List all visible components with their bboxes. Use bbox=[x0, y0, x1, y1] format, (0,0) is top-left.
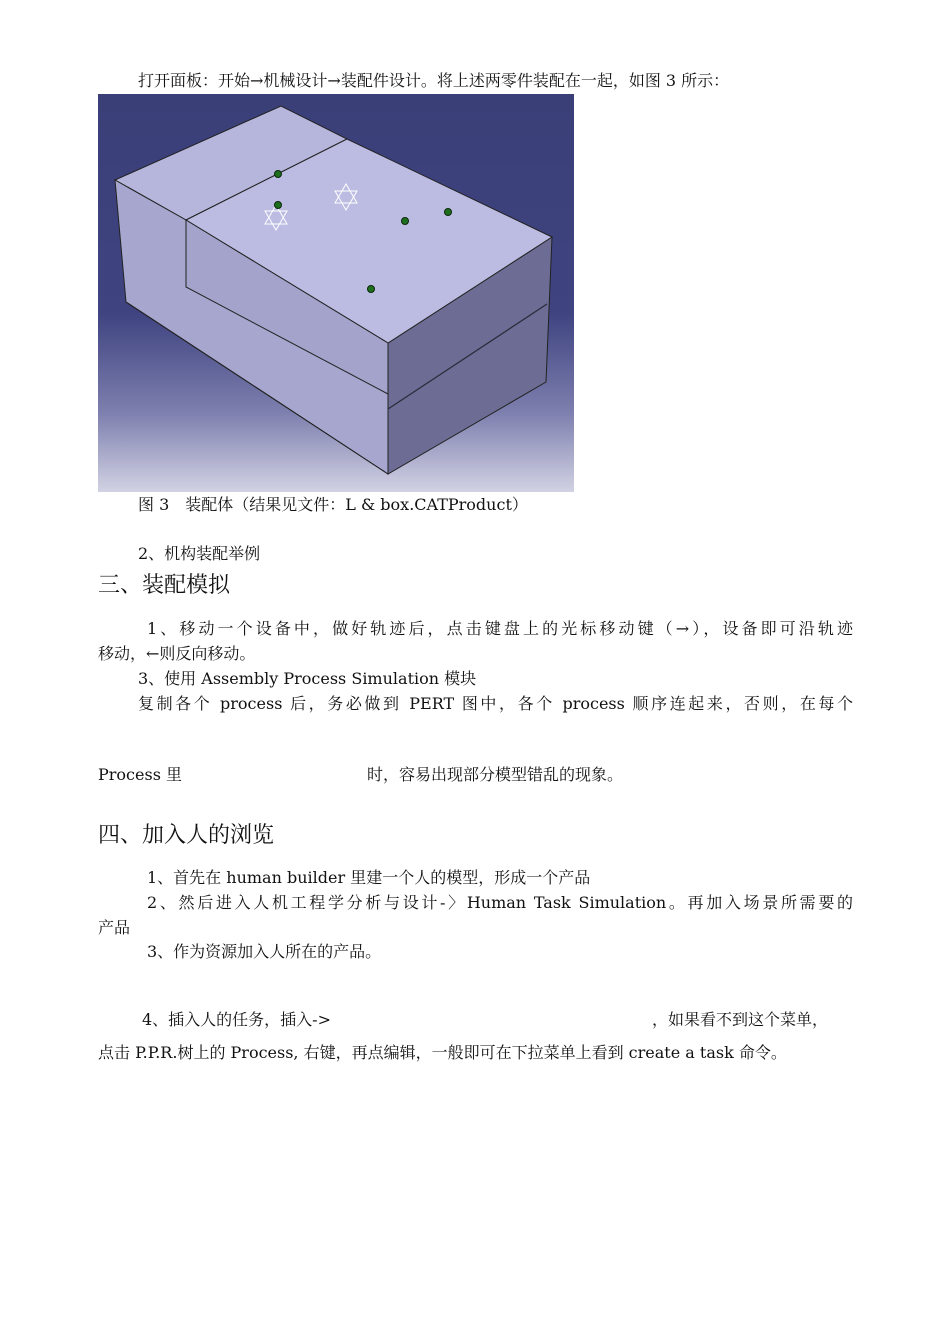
section4-item2-line2: 产品 bbox=[98, 918, 131, 937]
section4-item2-line1: 2、然后进入人机工程学分析与设计-〉Human Task Simulation。再加入场景所需要的 bbox=[147, 893, 853, 912]
section3-paragraph3: 3、使用 Assembly Process Simulation 模块 bbox=[138, 669, 477, 688]
contact-point-icon[interactable] bbox=[275, 202, 282, 209]
section3-heading: 三、装配模拟 bbox=[98, 573, 231, 598]
section3-paragraph4-line2-left: Process 里 bbox=[98, 765, 182, 784]
section4-item1: 1、首先在 human builder 里建一个人的模型，形成一个产品 bbox=[147, 868, 591, 887]
section3-paragraph4-line1: 复制各个 process 后，务必做到 PERT 图中，各个 process 顺序连起来，否则，在每个 bbox=[138, 694, 853, 713]
section3-paragraph1-line1: 1、移动一个设备中，做好轨迹后，点击键盘上的光标移动键（→），设备即可沿轨迹 bbox=[147, 619, 853, 638]
section3-paragraph1-line2: 移动，←则反向移动。 bbox=[98, 644, 256, 663]
contact-point-icon[interactable] bbox=[402, 218, 409, 225]
contact-point-icon[interactable] bbox=[445, 209, 452, 216]
section3-paragraph4-line2-right: 时，容易出现部分模型错乱的现象。 bbox=[367, 765, 624, 784]
section4-item4-right: ，如果看不到这个菜单， bbox=[652, 1010, 829, 1029]
section4-item3: 3、作为资源加入人所在的产品。 bbox=[147, 942, 382, 961]
contact-point-icon[interactable] bbox=[275, 171, 282, 178]
section4-heading: 四、加入人的浏览 bbox=[98, 823, 275, 848]
figure-caption: 图 3 装配体（结果见文件：L & box.CATProduct） bbox=[138, 495, 528, 514]
section2-item: 2、机构装配举例 bbox=[138, 544, 261, 563]
section4-item4-line2: 点击 P.P.R.树上的 Process, 右键，再点编辑，一般即可在下拉菜单上看到 create a task 命令。 bbox=[98, 1043, 787, 1062]
assembly-figure bbox=[98, 94, 574, 492]
section4-item4-left: 4、插入人的任务，插入-> bbox=[142, 1010, 331, 1029]
contact-point-icon[interactable] bbox=[368, 286, 375, 293]
intro-line: 打开面板：开始→机械设计→装配件设计。将上述两零件装配在一起，如图 3 所示： bbox=[138, 71, 730, 90]
